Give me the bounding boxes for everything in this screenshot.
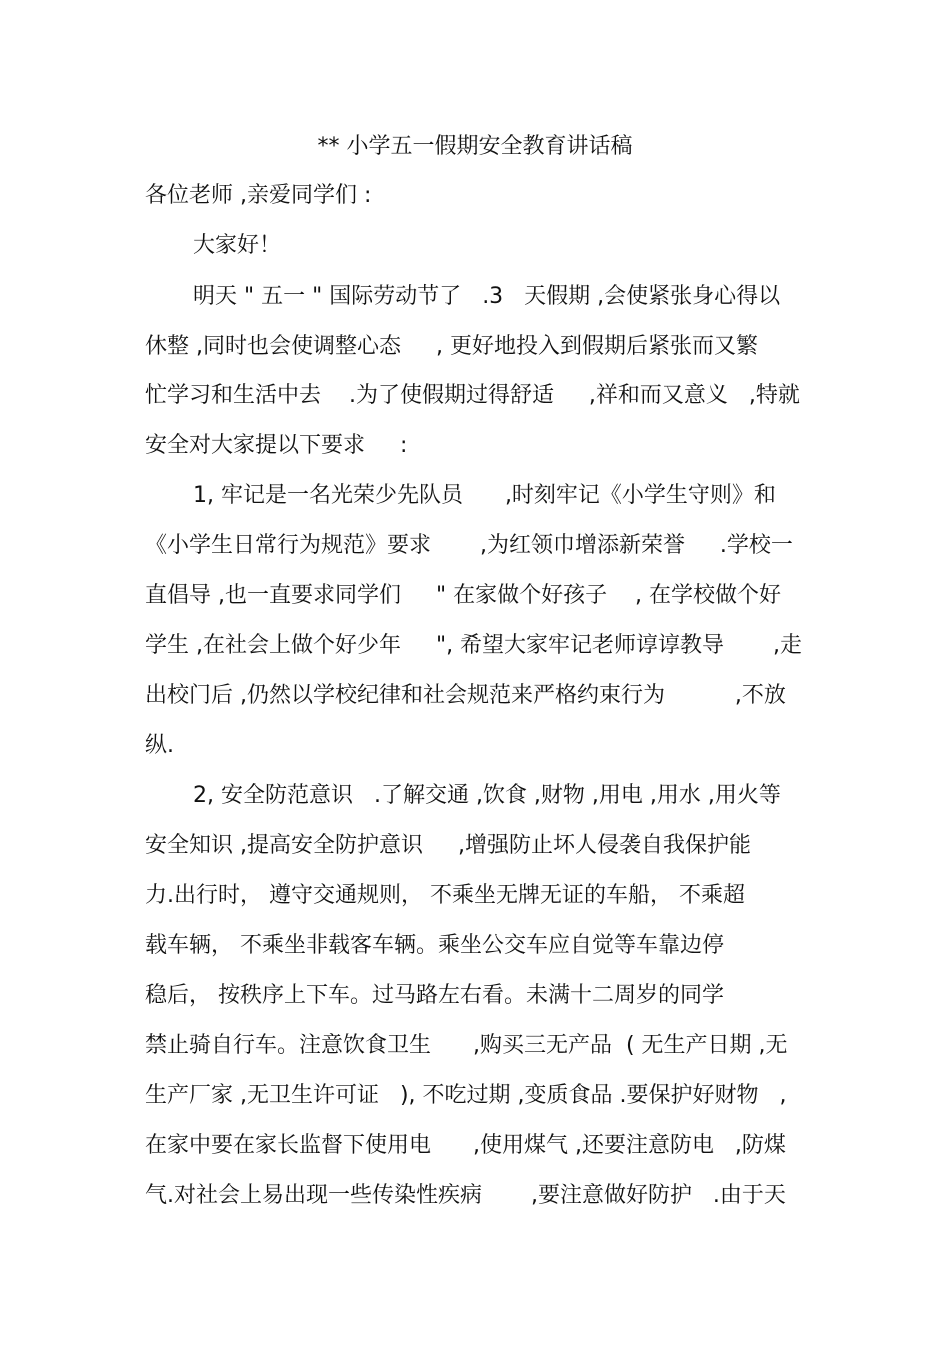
paragraph-line: 明天 " 五一 " 国际劳动节了 .3 天假期 ,会使紧张身心得以 xyxy=(193,284,781,309)
paragraph-line: 禁止骑自行车。注意饮食卫生 ,购买三无产品 ( 无生产日期 ,无 xyxy=(145,1033,788,1058)
paragraph-line: 力.出行时， 遵守交通规则， 不乘坐无牌无证的车船， 不乘超 xyxy=(145,883,745,908)
paragraph-line: 气.对社会上易出现一些传染性疾病 ,要注意做好防护 .由于天 xyxy=(145,1183,786,1208)
paragraph-line: 安全对大家提以下要求 : xyxy=(145,433,408,458)
paragraph-line: 出校门后 ,仍然以学校纪律和社会规范来严格约束行为 ,不放 xyxy=(145,683,786,708)
paragraph-line: 安全知识 ,提高安全防护意识 ,增强防止坏人侵袭自我保护能 xyxy=(145,833,751,858)
paragraph-line: 2, 安全防范意识 .了解交通 ,饮食 ,财物 ,用电 ,用水 ,用火等 xyxy=(193,783,781,808)
paragraph-line: 《小学生日常行为规范》要求 ,为红领巾增添新荣誉 .学校一 xyxy=(145,533,793,558)
paragraph-line: 学生 ,在社会上做个好少年 ", 希望大家牢记老师谆谆教导 ,走 xyxy=(145,633,803,658)
paragraph-line: 在家中要在家长监督下使用电 ,使用煤气 ,还要注意防电 ,防煤 xyxy=(145,1133,786,1158)
paragraph-line: 直倡导 ,也一直要求同学们 " 在家做个好孩子 , 在学校做个好 xyxy=(145,583,782,608)
paragraph-line: 纵. xyxy=(145,733,174,758)
document-title: ** 小学五一假期安全教育讲话稿 xyxy=(317,134,633,159)
greeting-line: 大家好！ xyxy=(193,233,282,258)
salutation-line: 各位老师 ,亲爱同学们 : xyxy=(145,183,372,208)
paragraph-line: 载车辆， 不乘坐非载客车辆。乘坐公交车应自觉等车靠边停 xyxy=(145,933,724,958)
paragraph-line: 忙学习和生活中去 .为了使假期过得舒适 ,祥和而又意义 ,特就 xyxy=(145,383,800,408)
paragraph-line: 休整 ,同时也会使调整心态 , 更好地投入到假期后紧张而又繁 xyxy=(145,334,758,359)
paragraph-line: 生产厂家 ,无卫生许可证 ), 不吃过期 ,变质食品 .要保护好财物 , xyxy=(145,1083,787,1108)
paragraph-line: 稳后， 按秩序上下车。过马路左右看。未满十二周岁的同学 xyxy=(145,983,724,1008)
paragraph-line: 1, 牢记是一名光荣少先队员 ,时刻牢记《小学生守则》和 xyxy=(193,483,776,508)
